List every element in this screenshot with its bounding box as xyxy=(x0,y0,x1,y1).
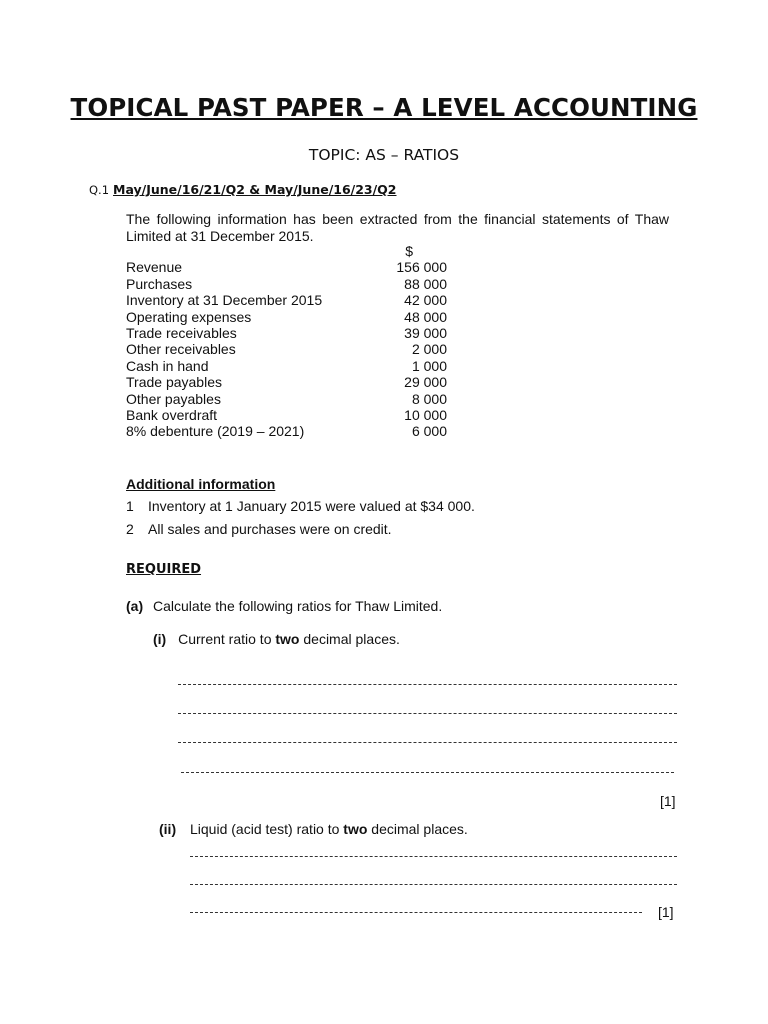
answer-line[interactable] xyxy=(178,713,677,714)
item-label: Cash in hand xyxy=(126,357,209,374)
list-number: 2 xyxy=(126,521,134,537)
part-i xyxy=(153,631,400,647)
item-value: 48 000 xyxy=(404,308,447,325)
item-value: 10 000 xyxy=(404,406,447,423)
list-text: Inventory at 1 January 2015 were valued at $34 000. xyxy=(148,498,475,514)
item-label: Operating expenses xyxy=(126,308,252,325)
part-ii-text-after: decimal places. xyxy=(367,821,468,837)
item-value: 8 000 xyxy=(411,390,447,407)
part-ii xyxy=(159,821,468,837)
answer-line[interactable] xyxy=(190,912,642,913)
item-label: Trade payables xyxy=(126,374,222,391)
required-heading: REQUIRED xyxy=(126,562,202,577)
list-number: 1 xyxy=(126,498,134,514)
answer-line[interactable] xyxy=(190,856,677,857)
item-value: 2 000 xyxy=(411,341,447,358)
part-i-text-before: Current ratio to xyxy=(178,631,276,647)
part-a-label: (a) xyxy=(126,598,144,614)
table-row xyxy=(126,325,456,341)
table-row xyxy=(126,341,456,357)
part-ii-text-before: Liquid (acid test) ratio to xyxy=(190,821,344,837)
answer-line[interactable] xyxy=(178,684,677,685)
item-value: 39 000 xyxy=(404,324,447,341)
question-header xyxy=(89,182,397,197)
item-label: Trade receivables xyxy=(126,324,237,341)
item-value: 29 000 xyxy=(404,374,447,391)
table-row xyxy=(126,292,456,308)
answer-line[interactable] xyxy=(181,772,674,773)
item-label: Inventory at 31 December 2015 xyxy=(126,292,323,309)
table-row xyxy=(126,374,456,390)
list-item xyxy=(126,521,392,537)
table-row xyxy=(126,276,456,292)
item-label: Other receivables xyxy=(126,341,236,358)
item-label: Purchases xyxy=(126,275,193,292)
part-ii-label: (ii) xyxy=(159,821,177,837)
list-text: All sales and purchases were on credit. xyxy=(148,521,392,537)
financial-data-table xyxy=(126,243,456,440)
topic-heading: TOPIC: AS – RATIOS xyxy=(308,146,460,164)
question-number: Q.1 xyxy=(89,183,110,197)
item-label: Other payables xyxy=(126,390,221,407)
item-label: Revenue xyxy=(126,259,183,276)
item-label: 8% debenture (2019 – 2021) xyxy=(126,423,305,440)
item-label: Bank overdraft xyxy=(126,406,218,423)
answer-line[interactable] xyxy=(190,884,677,885)
currency-symbol: $ xyxy=(405,243,413,259)
marks-indicator: [1] xyxy=(660,793,676,809)
part-a xyxy=(126,598,442,614)
table-row xyxy=(126,391,456,407)
question-reference: May/June/16/21/Q2 & May/June/16/23/Q2 xyxy=(113,182,397,197)
part-i-text-after: decimal places. xyxy=(299,631,400,647)
item-value: 42 000 xyxy=(404,292,447,309)
table-row xyxy=(126,309,456,325)
item-value: 1 000 xyxy=(411,357,447,374)
question-intro: The following information has been extracted from the financial statements of Thaw Limited at 31 December 2015. xyxy=(126,211,669,244)
marks-indicator: [1] xyxy=(658,904,674,920)
part-i-label: (i) xyxy=(153,631,167,647)
additional-info-heading: Additional information xyxy=(126,476,276,492)
item-value: 88 000 xyxy=(404,275,447,292)
table-row xyxy=(126,423,456,439)
page-title: TOPICAL PAST PAPER – A LEVEL ACCOUNTING xyxy=(70,93,698,122)
part-a-text: Calculate the following ratios for Thaw Limited. xyxy=(153,598,443,614)
part-i-bold: two xyxy=(275,631,300,647)
table-row xyxy=(126,358,456,374)
table-row xyxy=(126,259,456,275)
list-item xyxy=(126,498,475,514)
item-value: 6 000 xyxy=(411,423,447,440)
table-row xyxy=(126,407,456,423)
answer-line[interactable] xyxy=(178,742,677,743)
part-ii-bold: two xyxy=(343,821,368,837)
item-value: 156 000 xyxy=(396,259,447,276)
currency-row xyxy=(126,243,456,259)
